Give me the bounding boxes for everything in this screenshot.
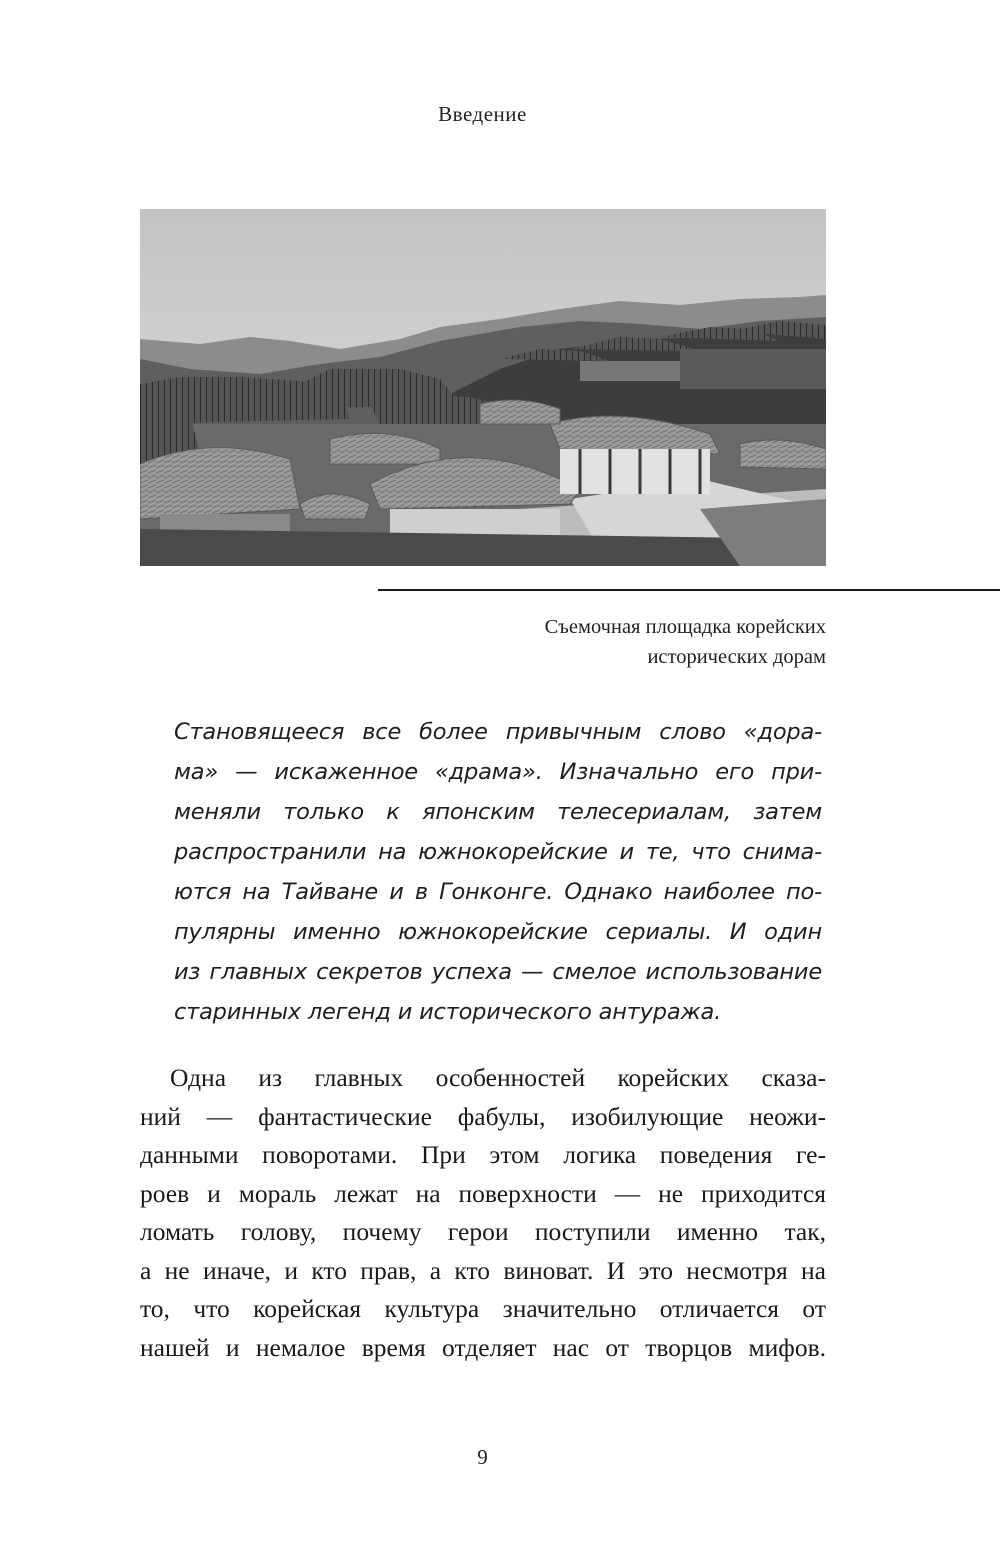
epigraph-line: ются на Тайване и в Гонконге. Однако наиболее по- xyxy=(174,879,822,905)
body-paragraph xyxy=(140,1059,826,1367)
epigraph-line: ма» — искаженное «драма». Изначально его при- xyxy=(174,759,822,785)
body-line: Одна из главных особенностей корейских сказа- xyxy=(170,1063,826,1092)
epigraph-line: старинных легенд и исторического антуража. xyxy=(174,999,722,1025)
caption-line: Съемочная площадка корейских xyxy=(544,616,826,638)
body-line: роев и мораль лежат на поверхности — не приходится xyxy=(140,1178,826,1208)
epigraph-block xyxy=(174,712,822,1032)
epigraph-line: Становящееся все более привычным слово «дора- xyxy=(174,719,822,745)
photo-caption xyxy=(420,612,826,672)
caption-rule xyxy=(378,589,1000,591)
page-number: 9 xyxy=(477,1445,488,1469)
body-line: ломать голову, почему герои поступили именно так, xyxy=(140,1217,826,1246)
body-line: а не иначе, и кто прав, а кто виноват. И это несмотря на xyxy=(140,1255,826,1285)
running-head: Введение xyxy=(438,102,527,126)
epigraph-line: распространили на южнокорейские и те, что снима- xyxy=(174,839,822,865)
caption-line: исторических дорам xyxy=(647,646,826,668)
body-line: данными поворотами. При этом логика поведения ге- xyxy=(140,1140,826,1169)
photo-korean-film-set xyxy=(140,209,826,566)
body-line: нашей и немалое время отделяет нас от творцов мифов. xyxy=(140,1332,826,1362)
epigraph-line: пулярны именно южнокорейские сериалы. И один xyxy=(174,919,822,945)
epigraph-line: меняли только к японским телесериалам, затем xyxy=(174,799,822,825)
body-line: ний — фантастические фабулы, изобилующие неожи- xyxy=(140,1101,826,1131)
body-line: то, что корейская культура значительно отличается от xyxy=(140,1294,826,1323)
epigraph-line: из главных секретов успеха — смелое использование xyxy=(174,959,822,985)
